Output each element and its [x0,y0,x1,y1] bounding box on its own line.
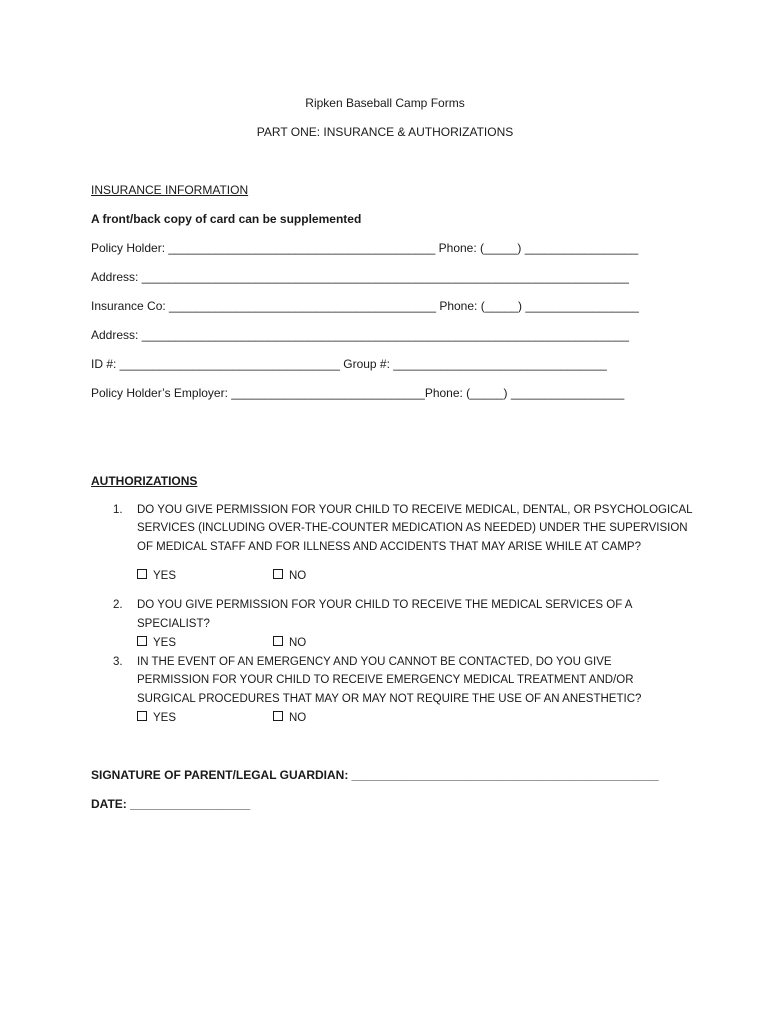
signature-line[interactable]: SIGNATURE OF PARENT/LEGAL GUARDIAN: ______________________________________________ [91,768,659,782]
no-label: NO [289,712,307,724]
question-1-line: SERVICES (INCLUDING OVER-THE-COUNTER MEDICATION AS NEEDED) UNDER THE SUPERVISION [137,522,688,534]
policy-holder-line[interactable]: Policy Holder: ________________________________________ Phone: (_____) _________________ [91,241,639,255]
question-1-line: DO YOU GIVE PERMISSION FOR YOUR CHILD TO RECEIVE MEDICAL, DENTAL, OR PSYCHOLOGICAL [137,504,693,516]
date-line[interactable]: DATE: __________________ [91,797,251,811]
question-2-line: SPECIALIST? [137,618,210,630]
question-3-line: PERMISSION FOR YOUR CHILD TO RECEIVE EMERGENCY MEDICAL TREATMENT AND/OR [137,674,634,686]
question-3-line: SURGICAL PROCEDURES THAT MAY OR MAY NOT REQUIRE THE USE OF AN ANESTHETIC? [137,693,642,705]
question-2-yes-option[interactable] [137,636,176,650]
checkbox-icon[interactable] [273,636,283,646]
question-3-no-option[interactable] [273,711,306,725]
checkbox-icon[interactable] [137,569,147,579]
question-1-line: OF MEDICAL STAFF AND FOR ILLNESS AND ACCIDENTS THAT MAY ARISE WHILE AT CAMP? [137,541,641,553]
id-group-line[interactable]: ID #: _________________________________ Group #: ________________________________ [91,357,607,371]
insurance-note: A front/back copy of card can be supplemented [91,212,362,226]
question-2-number: 2. [113,599,123,611]
form-subtitle: PART ONE: INSURANCE & AUTHORIZATIONS [256,125,514,139]
checkbox-icon[interactable] [273,711,283,721]
question-1-yes-option[interactable] [137,569,176,583]
checkbox-icon[interactable] [273,569,283,579]
yes-label: YES [153,637,177,649]
authorizations-heading: AUTHORIZATIONS [91,474,198,488]
address-line-1[interactable]: Address: _________________________________________________________________________ [91,270,629,284]
form-title: Ripken Baseball Camp Forms [305,96,465,110]
yes-label: YES [153,712,177,724]
no-label: NO [289,637,307,649]
question-1-number: 1. [113,504,123,516]
question-3-line: IN THE EVENT OF AN EMERGENCY AND YOU CANNOT BE CONTACTED, DO YOU GIVE [137,656,612,668]
insurance-heading: INSURANCE INFORMATION [91,183,249,197]
question-3-yes-option[interactable] [137,711,176,725]
checkbox-icon[interactable] [137,636,147,646]
question-2-no-option[interactable] [273,636,306,650]
no-label: NO [289,570,307,582]
yes-label: YES [153,570,177,582]
insurance-company-line[interactable]: Insurance Co: ________________________________________ Phone: (_____) _________________ [91,299,639,313]
question-1-no-option[interactable] [273,569,306,583]
question-3-number: 3. [113,656,123,668]
checkbox-icon[interactable] [137,711,147,721]
question-2-line: DO YOU GIVE PERMISSION FOR YOUR CHILD TO RECEIVE THE MEDICAL SERVICES OF A [137,599,633,611]
employer-line[interactable]: Policy Holder’s Employer: _____________________________Phone: (_____) _________________ [91,386,625,400]
address-line-2[interactable]: Address: _________________________________________________________________________ [91,328,629,342]
